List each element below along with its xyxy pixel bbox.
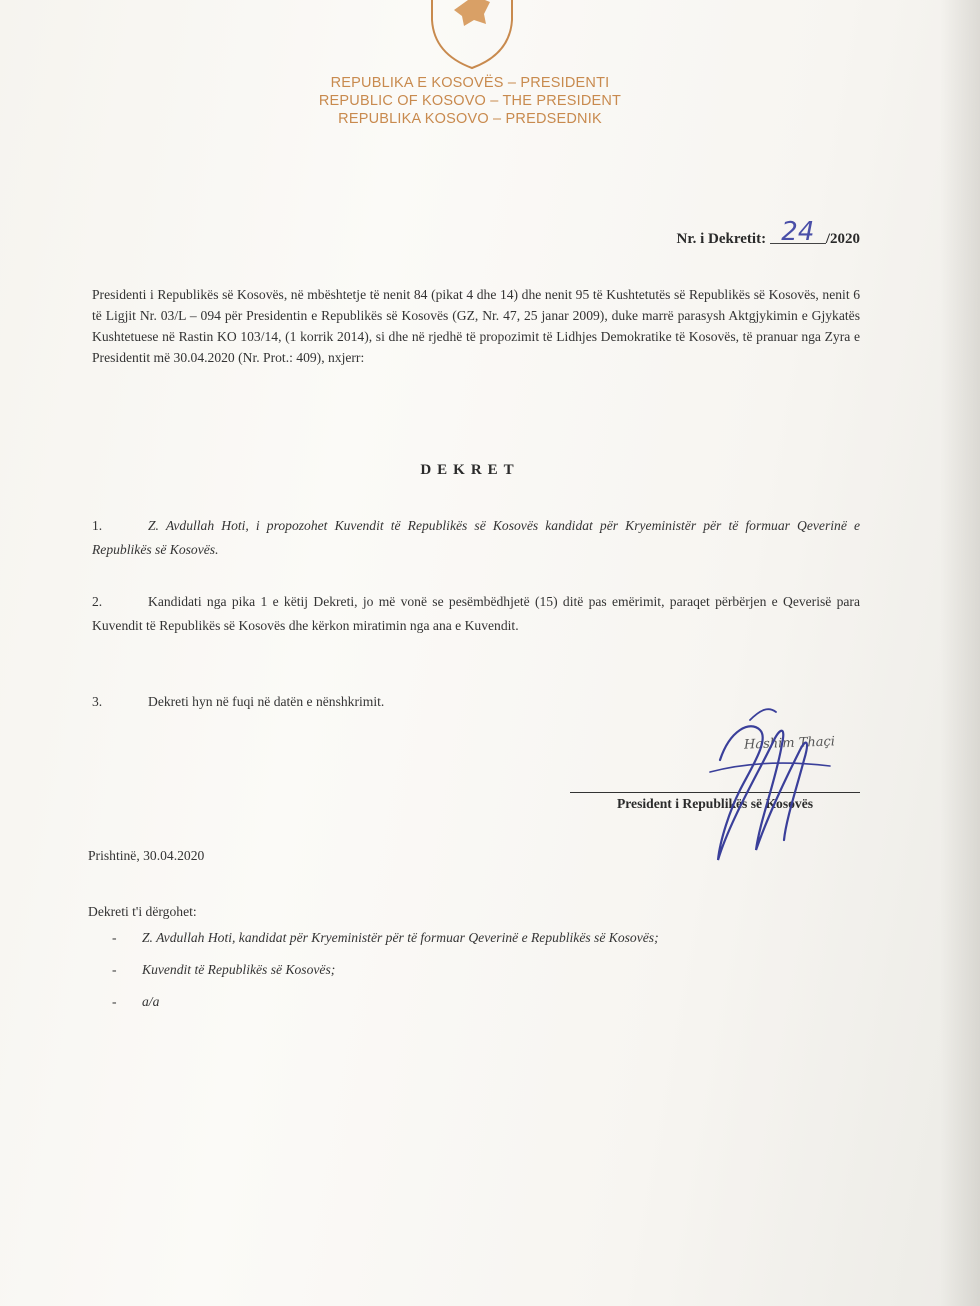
place-and-date: Prishtinë, 30.04.2020 (88, 848, 205, 863)
list-item: - Z. Avdullah Hoti, kandidat për Kryeministër për të formuar Qeverinë e Republikës së Kosovës; (112, 926, 852, 950)
letterhead (300, 74, 640, 128)
coat-of-arms-icon (424, 0, 520, 70)
signatory-name: Hashim Thaçi (743, 734, 836, 753)
signature-caption: President i Republikës së Kosovës (616, 796, 814, 811)
list-item: - a/a (112, 990, 852, 1014)
decree-number-label: Nr. i Dekretit: (676, 231, 767, 247)
recipients-list (112, 926, 852, 1022)
decree-item-1 (92, 514, 860, 562)
signature-block (560, 700, 870, 880)
preamble: Presidenti i Republikës së Kosovës, në mbështetje të nenit 84 (pikat 4 dhe 14) dhe nenit 95 të Kushtetutës së Republikës së Kosovës, nenit 6 të Ligjit Nr. 03/L – 094 për Presidentin e Republikës së Kosovës (GZ, Nr. 47, 25 janar 2009), duke marrë parasysh Aktgjykimin e Gjykatës Kushtetuese në Rastin KO 103/14, (1 korrik 2014), si dhe në rjedhë të propozimit të Lidhjes Demokratike të Kosovës, të pranuar nga Zyra e Presidentit më 30.04.2020 (Nr. Prot.: 409), nxjerr: (92, 287, 860, 365)
decree-number (600, 217, 860, 248)
document-title: DEKRET (420, 462, 520, 478)
item-text: Kandidati nga pika 1 e këtij Dekreti, jo më vonë se pesëmbëdhjetë (15) ditë pas emërimit, paraqet përbërjen e Qeverisë para Kuvendit të Republikës së Kosovës dhe kërkon miratimin nga ana e Kuvendit. (92, 594, 860, 633)
item-number: 3. (92, 694, 103, 709)
letterhead-line-serbian: REPUBLIKA KOSOVO – PREDSEDNIK (338, 111, 602, 127)
handwritten-signature (690, 700, 850, 870)
recipients-label: Dekreti t'i dërgohet: (88, 904, 197, 919)
letterhead-line-albanian: REPUBLIKA E KOSOVËS – PRESIDENTI (330, 75, 610, 91)
letterhead-line-english: REPUBLIC OF KOSOVO – THE PRESIDENT (318, 93, 622, 109)
item-number: 2. (92, 594, 103, 609)
item-number: 1. (92, 518, 103, 533)
decree-item-2 (92, 590, 860, 638)
list-item: - Kuvendit të Republikës së Kosovës; (112, 958, 852, 982)
item-text: Z. Avdullah Hoti, i propozohet Kuvendit të Republikës së Kosovës kandidat për Kryeministër për të formuar Qeverinë e Republikës së Kosovës. (92, 518, 860, 557)
decree-number-year: /2020 (825, 231, 860, 247)
decree-number-handwritten: 24 (770, 221, 826, 244)
item-text: Dekreti hyn në fuqi në datën e nënshkrimit. (148, 694, 385, 709)
